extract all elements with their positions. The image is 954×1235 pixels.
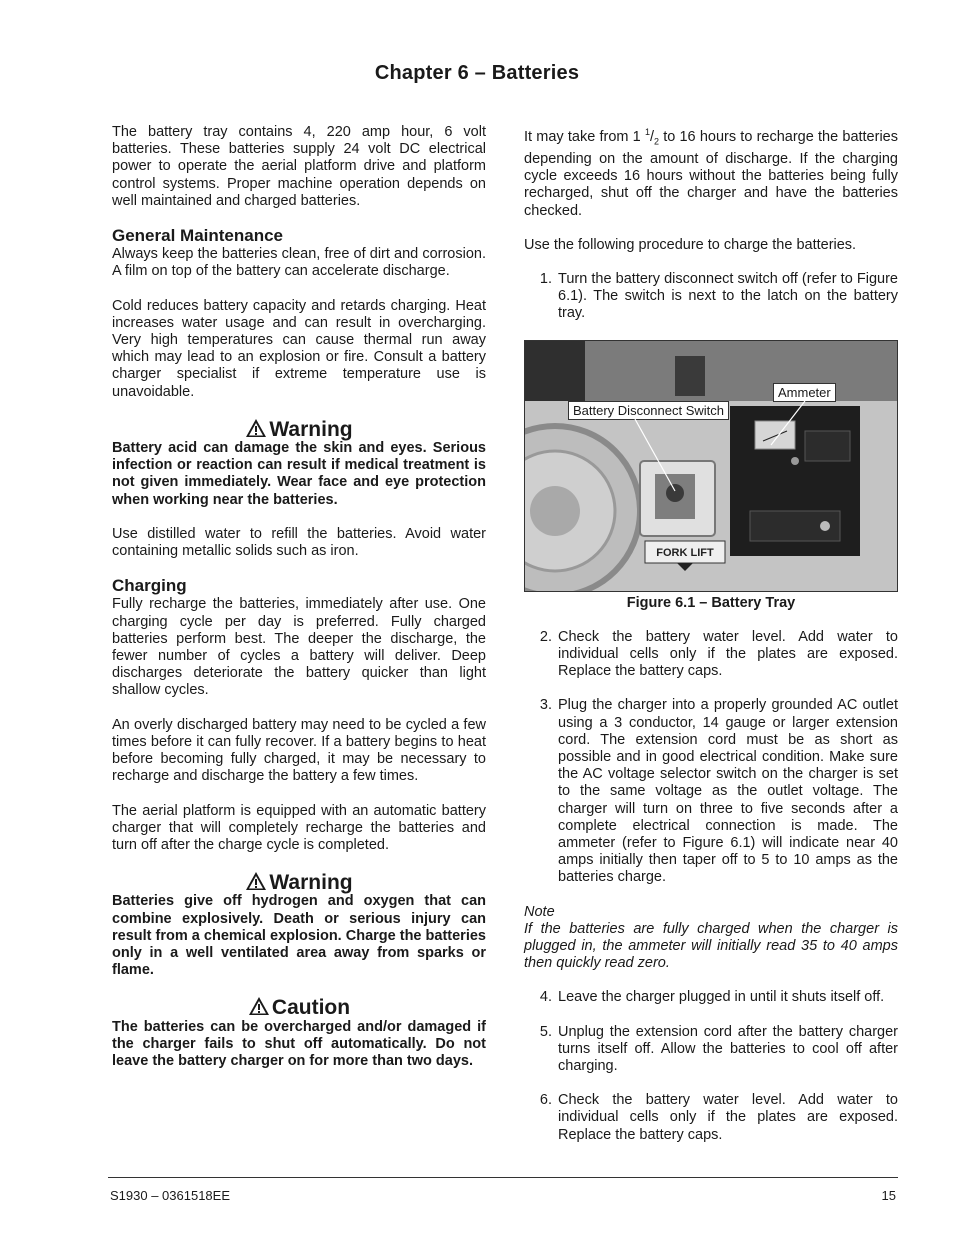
- step-number: 6.: [539, 1092, 552, 1109]
- recharge-time-paragraph: It may take from 1 $^1/_2$ to 16 hours to recharge the batteries depending on the amount of discharge. If the charging cycle exceeds 16 hours without the batteries being fully recharged, shut off the charger and have the batteries checked.: [524, 127, 898, 219]
- footer-divider: [108, 1177, 898, 1178]
- step-text: Check the battery water level. Add water to individual cells only if the plates are exposed. Replace the battery caps.: [558, 1092, 898, 1143]
- caution-title: Caution: [271, 996, 351, 1020]
- charging-paragraph-3: The aerial platform is equipped with an automatic battery charger that will completely recharge the batteries and turn off after the charge cycle is completed.: [112, 802, 486, 853]
- warning-text-2: Batteries give off hydrogen and oxygen that can combine explosively. Death or serious injury can result from a chemical explosion. Charge the batteries only in a well ventilated area away from sparks or flame.: [112, 893, 486, 979]
- list-item: [524, 697, 898, 886]
- warning-heading-1: [112, 417, 486, 441]
- ammeter-label: Ammeter: [773, 383, 836, 402]
- footer-doc-number: S1930 – 0361518EE: [110, 1188, 230, 1203]
- procedure-intro: Use the following procedure to charge the batteries.: [524, 236, 857, 253]
- fraction-denominator: 2: [653, 136, 659, 147]
- list-item: [524, 1024, 898, 1076]
- note-label: Note: [524, 903, 555, 920]
- general-paragraph-1: Always keep the batteries clean, free of dirt and corrosion. A film on top of the battery can accelerate discharge.: [112, 246, 486, 280]
- warning-icon: [245, 418, 267, 438]
- callout-lines: [525, 341, 897, 591]
- step-number: 4.: [539, 989, 552, 1006]
- list-item: [524, 271, 898, 323]
- caution-text: The batteries can be overcharged and/or damaged if the charger fails to shut off automatically. Do not leave the battery charger on for more than two days.: [112, 1018, 486, 1069]
- fork-lift-sign-text: FORK LIFT: [656, 546, 714, 559]
- list-item: [524, 989, 898, 1006]
- recharge-text-post: to 16 hours to recharge the batteries depending on the amount of discharge. If the charging cycle exceeds 16 hours without the batteries being fully recharged, shut off the charger and have the batteries checked.: [524, 128, 898, 219]
- procedure-steps-b: [524, 629, 898, 887]
- warning-heading-2: [112, 871, 486, 895]
- step-number: 1.: [539, 270, 552, 287]
- list-item: [524, 629, 898, 681]
- ammeter-callout-line: [771, 401, 805, 445]
- warning-title-1: Warning: [269, 417, 353, 441]
- page-title: Chapter 6 – Batteries: [374, 62, 580, 84]
- procedure-steps-c: [524, 989, 898, 1143]
- note-block: [524, 904, 898, 973]
- step-text: Leave the charger plugged in until it shuts itself off.: [558, 989, 885, 1006]
- step-number: 5.: [539, 1023, 552, 1040]
- step-text: Plug the charger into a properly grounded AC outlet using a 3 conductor, 14 gauge or larger extension cord. The extension cord must be as short as possible and in good electrical condition. Make sure the AC voltage selector switch on the charger is set to the same voltage as the outlet voltage. The charger will turn on three to five seconds after a complete electrical connection is made. The ammeter (refer to Figure 6.1) will indicate near 40 amps initially then taper off to 5 to 10 amps as the batteries charge.: [558, 697, 898, 886]
- charging-paragraph-2: An overly discharged battery may need to be cycled a few times before it can fully recover. If a battery begins to heat before becoming fully charged, it may be necessary to recharge and discharge the battery a few times.: [112, 716, 486, 785]
- list-item: [524, 1092, 898, 1144]
- footer-page-number: 15: [881, 1188, 896, 1203]
- switch-callout-line: [635, 419, 675, 491]
- recharge-text-pre: It may take from 1: [524, 128, 645, 145]
- general-maintenance-heading: General Maintenance: [112, 226, 284, 246]
- charging-paragraph-1: Fully recharge the batteries, immediately after use. One charging cycle per day is preferred. Fully charged batteries perform best. The deeper the discharge, the fewer number of cycles a battery will deliver. Deep discharges deteriorate the battery quicker than light shallow cycles.: [112, 596, 486, 699]
- battery-disconnect-switch-label: Battery Disconnect Switch: [568, 401, 729, 420]
- note-text: If the batteries are fully charged when the charger is plugged in, the ammeter will initially read 35 to 40 amps then quickly read zero.: [524, 920, 898, 972]
- right-column: [524, 124, 898, 1161]
- general-paragraph-2: Cold reduces battery capacity and retards charging. Heat increases water usage and can result in overcharging. Very high temperatures can cause thermal run away which may lead to an explosion or fire. Consult a battery charger specialist if extreme temperature use is unavoidable.: [112, 297, 486, 400]
- caution-icon: [248, 996, 270, 1016]
- caution-heading: [112, 996, 486, 1020]
- warning-title-2: Warning: [269, 871, 353, 895]
- procedure-steps-a: [524, 271, 898, 323]
- fraction-numerator: 1: [644, 127, 650, 137]
- step-number: 3.: [539, 697, 552, 714]
- warning-icon: [245, 871, 267, 891]
- step-text: Turn the battery disconnect switch off (refer to Figure 6.1). The switch is next to the latch on the battery tray.: [558, 270, 898, 322]
- step-text: Check the battery water level. Add water to individual cells only if the plates are exposed. Replace the battery caps.: [558, 628, 898, 680]
- intro-paragraph: The battery tray contains 4, 220 amp hour, 6 volt batteries. These batteries supply 24 volt DC electrical power to operate the aerial platform drive and platform control systems. Proper machine operation depends on well maintained and charged batteries.: [112, 124, 486, 209]
- left-column: [112, 124, 486, 1087]
- figure-caption: Figure 6.1 – Battery Tray: [626, 594, 796, 611]
- charging-heading: Charging: [112, 576, 187, 596]
- step-number: 2.: [539, 628, 552, 645]
- battery-tray-figure: [524, 340, 898, 592]
- warning-text-1: Battery acid can damage the skin and eyes. Serious infection or reaction can result if medical treatment is not given immediately. Wear face and eye protection when working near the batteries.: [112, 440, 486, 508]
- step-text: Unplug the extension cord after the battery charger turns itself off. Allow the batteries to cool off after charging.: [558, 1023, 898, 1075]
- distilled-water-paragraph: Use distilled water to refill the batteries. Avoid water containing metallic solids such as iron.: [112, 525, 486, 560]
